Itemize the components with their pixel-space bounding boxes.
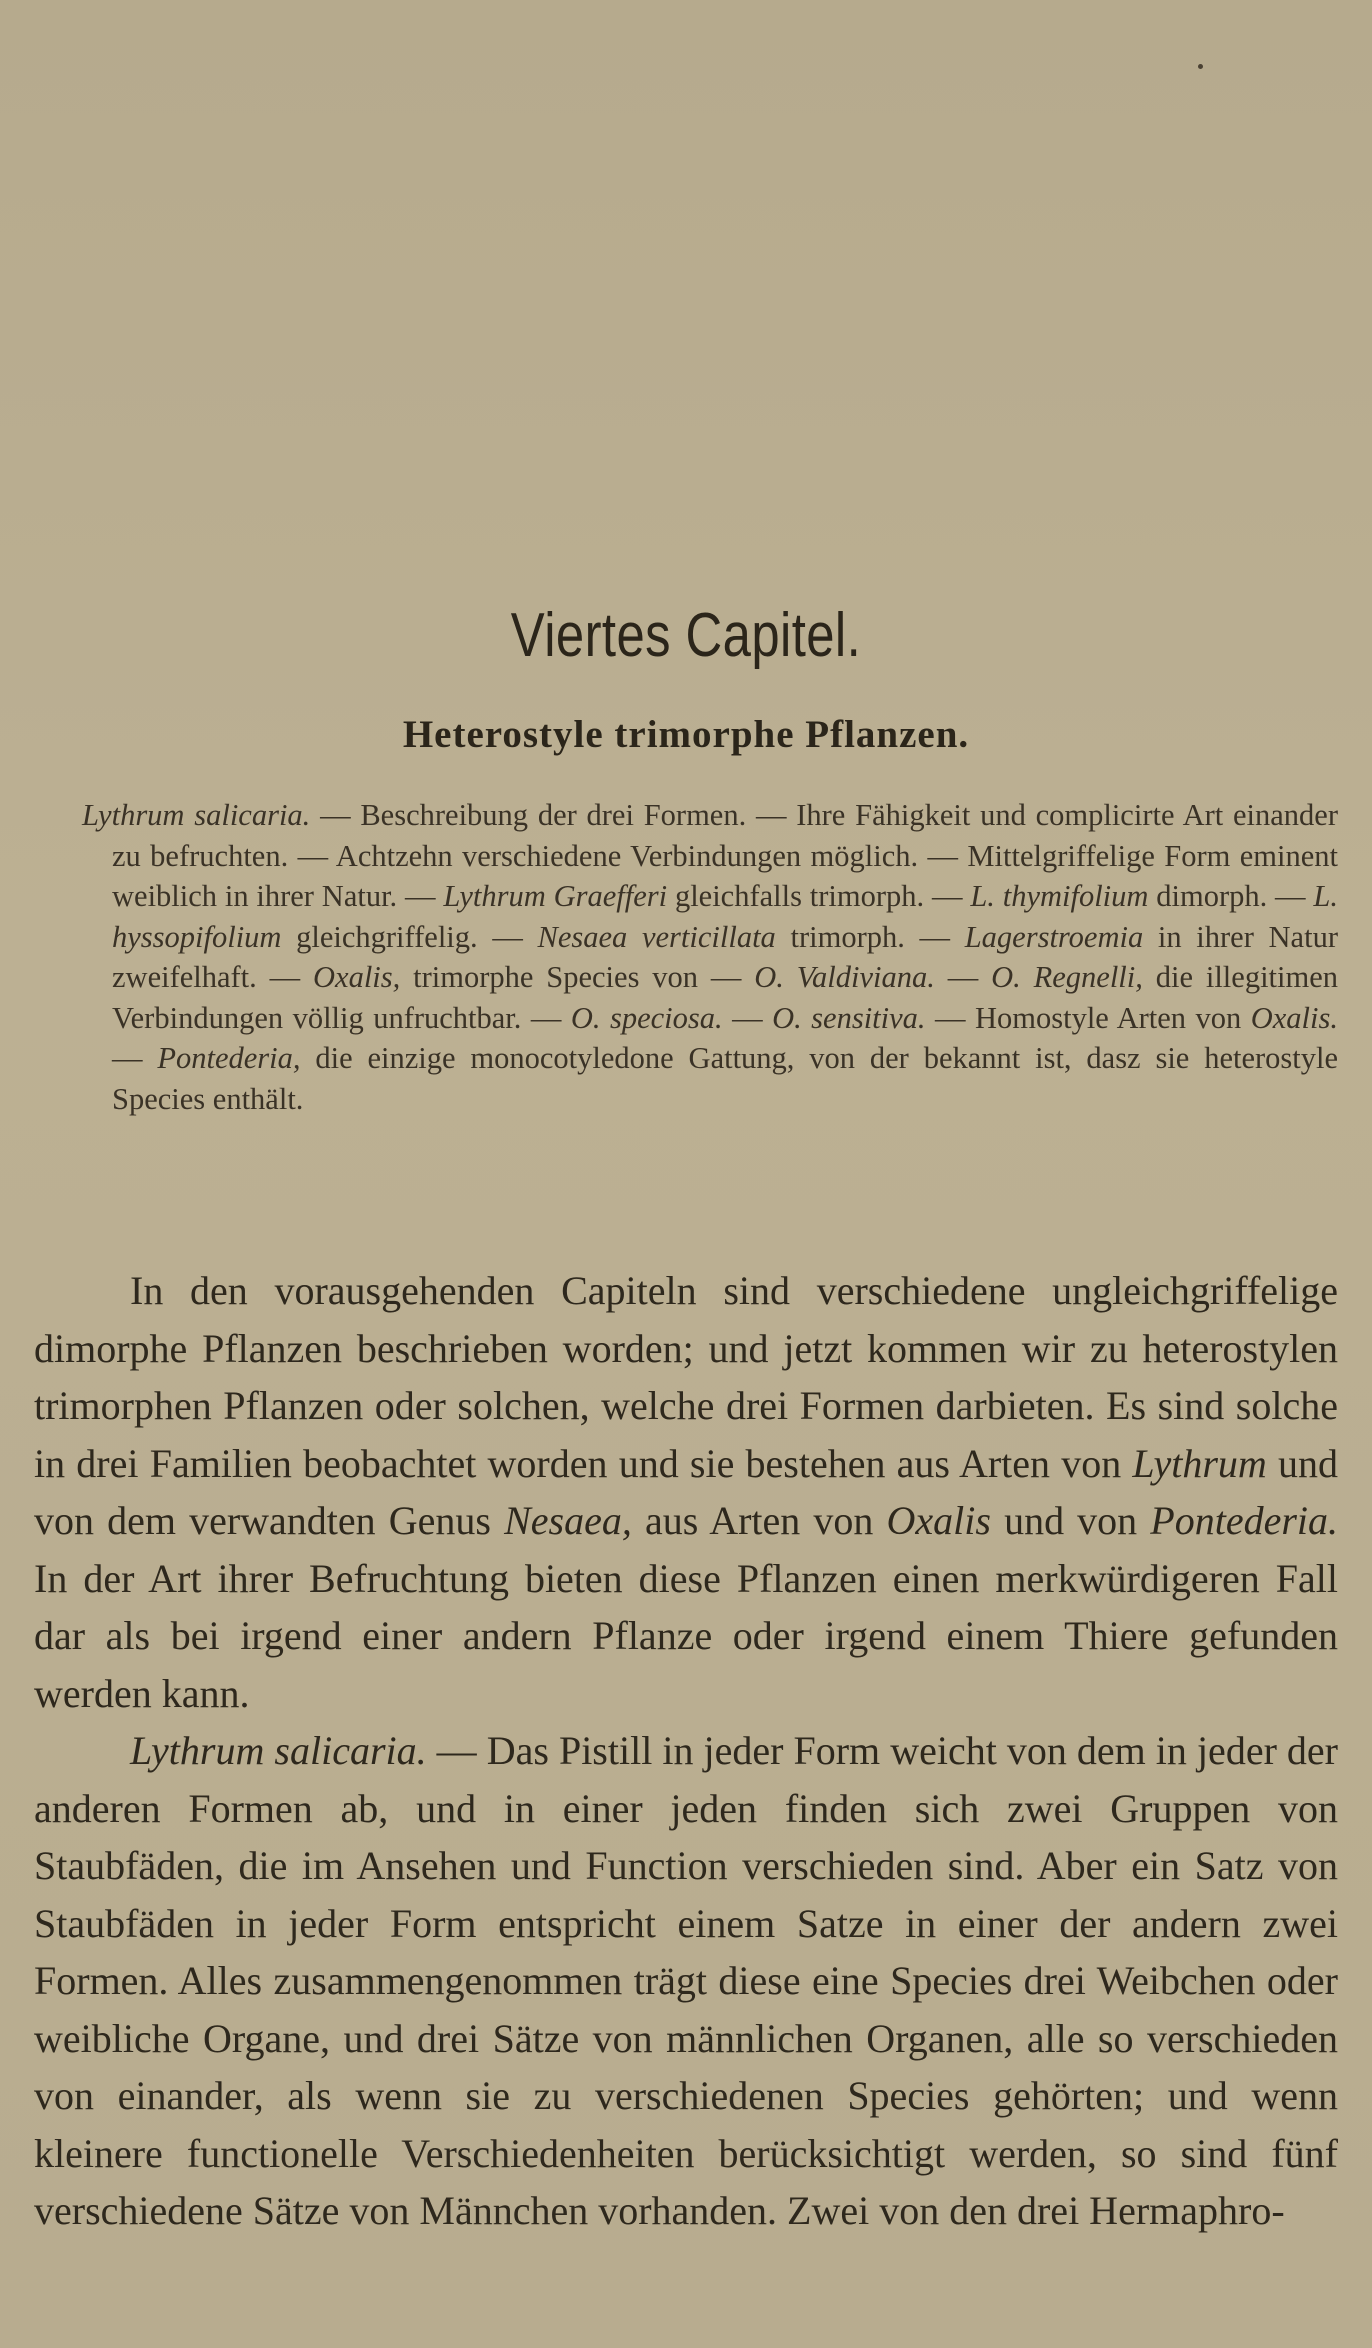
- text-run: aus Arten von: [631, 1498, 887, 1543]
- italic-text: Lythrum Graefferi: [443, 879, 668, 913]
- paragraph: [34, 1722, 1338, 2240]
- italic-text: Lythrum salicaria.: [130, 1728, 427, 1773]
- text-run: — Das Pistill in jeder Form weicht von dem in jeder der anderen Formen ab, und in einer jeden finden sich zwei Gruppen von Staubfäden, die im Ansehen und Function verschieden sind. Aber ein Satz von Staubfäden in jeder Form entspricht einem Satze in einer der andern zwei Formen. Alles zusammengenommen trägt diese eine Species drei Weibchen oder weibliche Organe, und drei Sätze von männlichen Organen, alle so verschieden von einander, als wenn sie zu verschiedenen Species gehörten; und wenn kleinere functionelle Verschiedenheiten berücksichtigt werden, so sind fünf verschiedene Sätze von Männchen vorhanden. Zwei von den drei Hermaphro-: [34, 1728, 1338, 2233]
- italic-text: Lagerstroemia: [964, 919, 1144, 954]
- italic-text: L. thymifolium: [970, 879, 1149, 913]
- italic-text: Oxalis.: [1250, 1000, 1338, 1035]
- text-run: die einzige monocotyledone Gattung, von der bekannt ist, dasz sie heterostyle Species enthält.: [112, 1041, 1339, 1116]
- italic-text: Pontederia,: [157, 1041, 301, 1075]
- text-run: —: [112, 1041, 158, 1075]
- text-run: —: [934, 960, 992, 994]
- text-run: gleichfalls trimorph. —: [667, 879, 971, 913]
- text-run: In der Art ihrer Befruchtung bieten diese Pflanzen einen merkwürdigeren Fall dar als bei irgend einer andern Pflanze oder irgend einem Thiere gefunden werden kann.: [34, 1555, 1338, 1716]
- italic-text: Oxalis,: [313, 960, 401, 994]
- body-text: [34, 1262, 1338, 2240]
- text-run: und von: [990, 1498, 1151, 1543]
- chapter-title: Viertes Capitel.: [510, 601, 862, 670]
- italic-text: Nesaea,: [504, 1498, 632, 1543]
- ink-speck: [1198, 64, 1203, 69]
- text-run: gleichgriffelig. —: [281, 919, 538, 954]
- italic-text: Pontederia.: [1150, 1498, 1339, 1543]
- italic-text: Oxalis: [886, 1498, 991, 1543]
- italic-text: L. hyssopifolium: [112, 879, 1338, 954]
- italic-text: Lythrum: [1132, 1440, 1267, 1486]
- text-run: — Homostyle Arten von: [925, 1000, 1251, 1035]
- chapter-subtitle: Heterostyle trimorphe Pflanzen.: [402, 713, 970, 756]
- italic-text: O. speciosa.: [570, 1000, 723, 1035]
- text-run: dimorph. —: [1148, 879, 1314, 913]
- italic-text: O. sensitiva.: [772, 1000, 926, 1035]
- italic-text: Lythrum salicaria.: [82, 798, 311, 832]
- italic-text: O. Valdiviana.: [754, 960, 935, 994]
- text-run: —: [722, 1000, 773, 1035]
- italic-text: Nesaea verticillata: [537, 919, 776, 954]
- text-run: — Beschreibung der drei Formen. — Ihre Fähigkeit und complicirte Art einander zu befruchten. — Achtzehn verschiedene Verbindungen möglich. — Mittelgriffelige Form eminent weiblich in ihrer Natur. —: [112, 798, 1338, 913]
- italic-text: O. Regnelli,: [991, 960, 1143, 994]
- text-run: die illegitimen Verbindungen völlig unfruchtbar. —: [112, 960, 1338, 1035]
- paragraph: [34, 1262, 1338, 1722]
- text-run: trimorph. —: [775, 919, 965, 954]
- text-run: trimorphe Species von —: [400, 960, 755, 994]
- chapter-summary: [82, 795, 1338, 1119]
- text-run: in ihrer Natur zweifelhaft. —: [112, 919, 1338, 994]
- text-run: und von dem verwandten Genus: [34, 1440, 1338, 1543]
- chapter-summary-text: [82, 795, 1338, 1119]
- text-run: In den vorausgehenden Capiteln sind verschiedene ungleichgriffelige dimorphe Pflanzen beschrieben worden; und jetzt kommen wir zu heterostylen trimorphen Pflanzen oder solchen, welche drei Formen darbieten. Es sind solche in drei Familien beobachtet worden und sie bestehen aus Arten von: [34, 1268, 1338, 1486]
